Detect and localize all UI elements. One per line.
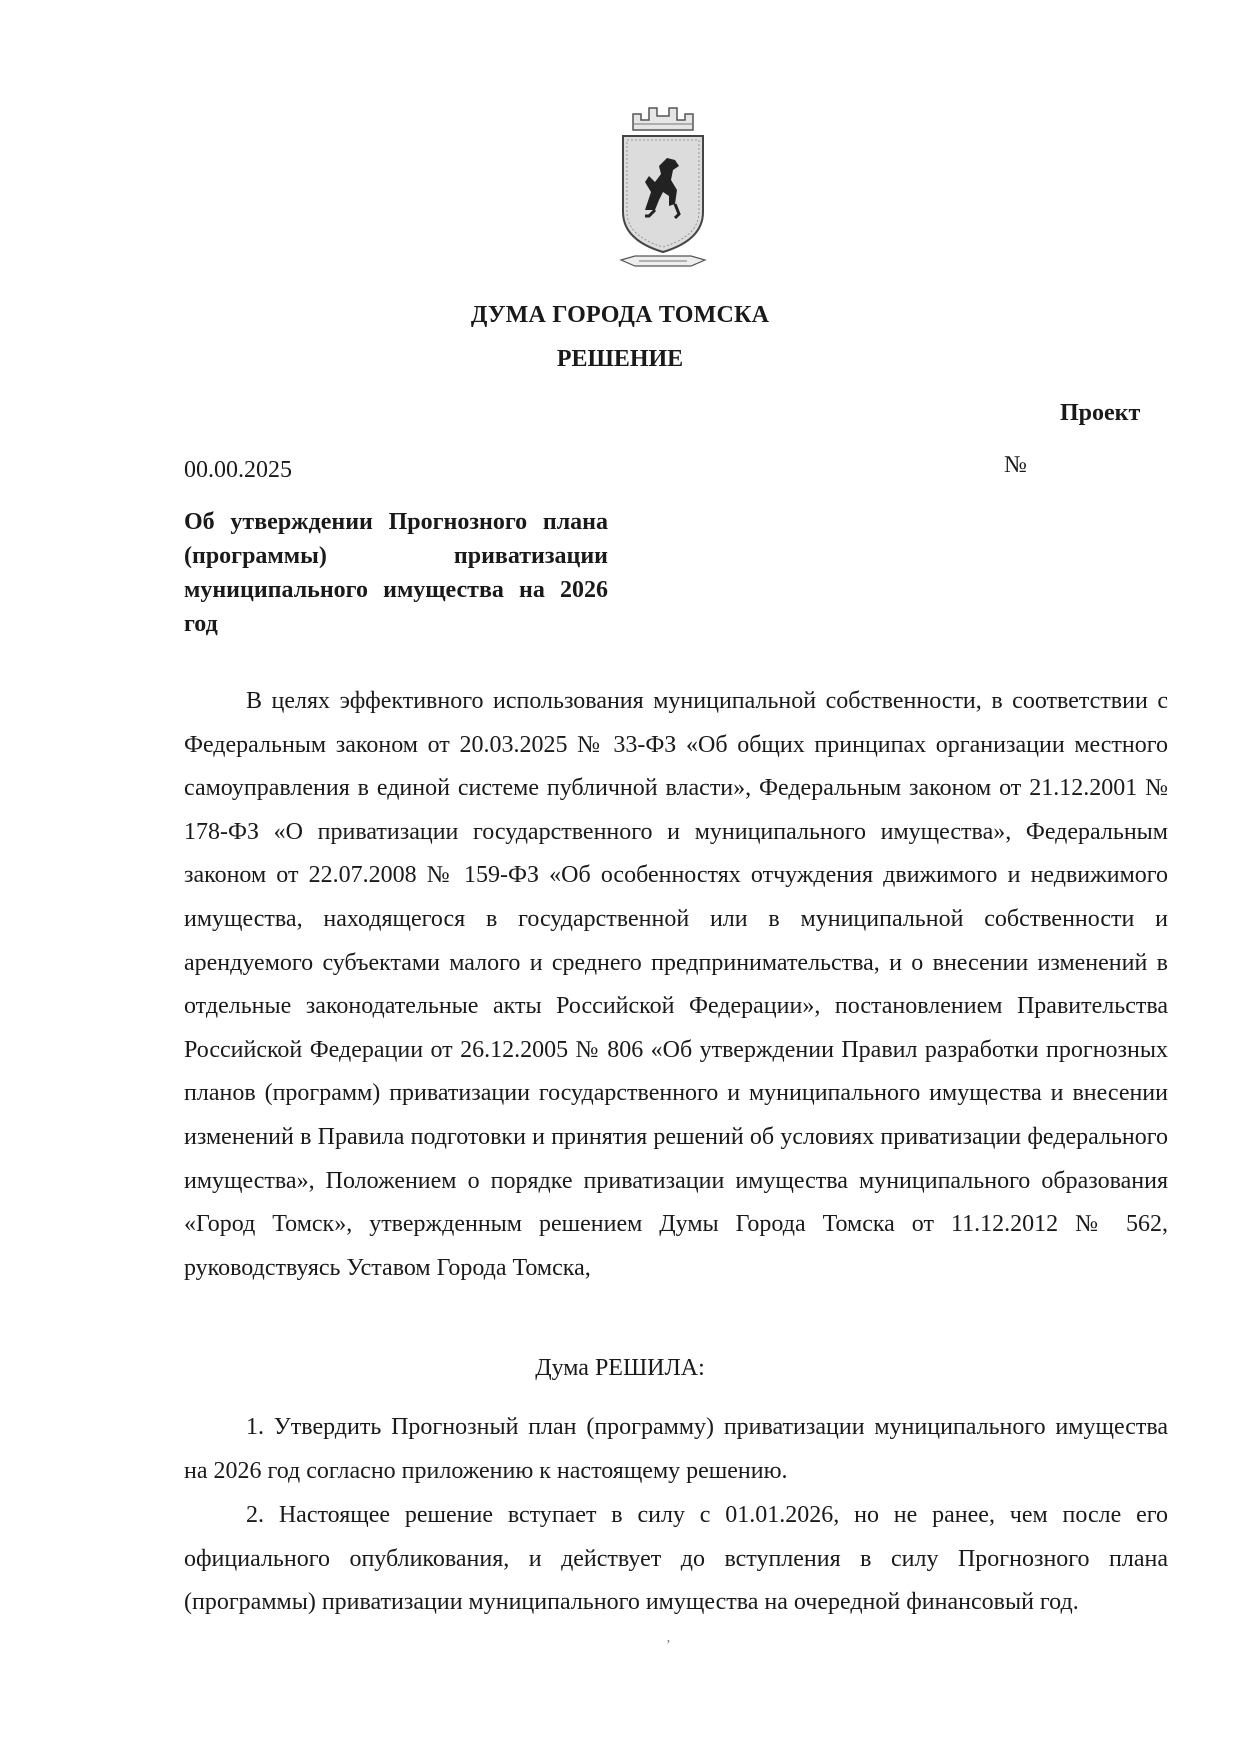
document-date: 00.00.2025 <box>184 457 292 483</box>
resolved-heading: Дума РЕШИЛА: <box>535 1355 705 1381</box>
tomsk-coat-of-arms-icon <box>615 100 711 272</box>
resolution-item: 1. Утвердить Прогнозный план (программу) приватизации муниципального имущества на 2026 год согласно приложению к настоящему решению. <box>184 1414 1168 1484</box>
resolution-item: 2. Настоящее решение вступает в силу с 01.01.2026, но не ранее, чем после его официального опубликования, и действует до вступления в силу Прогнозного плана (программы) приватизации муниципального имущества на очередной финансовый год. <box>184 1502 1168 1616</box>
draft-label: Проект <box>1060 400 1141 426</box>
document-subject: Об утверждении Прогнозного плана (программы) приватизации муниципального имущества на 2026 год <box>184 509 608 637</box>
document-type: РЕШЕНИЕ <box>556 346 684 372</box>
document-number-sign: № <box>1004 452 1027 478</box>
page-mark: ʼ <box>666 1638 671 1653</box>
preamble-paragraph: В целях эффективного использования муниципальной собственности, в соответствии с Федеральным законом от 20.03.2025 № 33-ФЗ «Об общих принципах организации местного самоуправления в единой системе публичной власти», Федеральным законом от 21.12.2001 № 178-ФЗ «О приватизации государственного и муниципального имущества», Федеральным законом от 22.07.2008 № 159-ФЗ «Об особенностях отчуждения движимого и недвижимого имущества, находящегося в государственной или в муниципальной собственности и арендуемого субъектами малого и среднего предпринимательства, и о внесении изменений в отдельные законодательные акты Российской Федерации», постановлением Правительства Российской Федерации от 26.12.2005 № 806 «Об утверждении Правил разработки прогнозных планов (программ) приватизации государственного и муниципального имущества и внесении изменений в Правила подготовки и принятия решений об условиях приватизации федерального имущества», Положением о порядке приватизации имущества муниципального образования «Город Томск», утвержденным решением Думы Города Томска от 11.12.2012 № 562, руководствуясь Уставом Города Томска, <box>184 688 1168 1281</box>
organization-title: ДУМА ГОРОДА ТОМСКА <box>470 302 770 328</box>
